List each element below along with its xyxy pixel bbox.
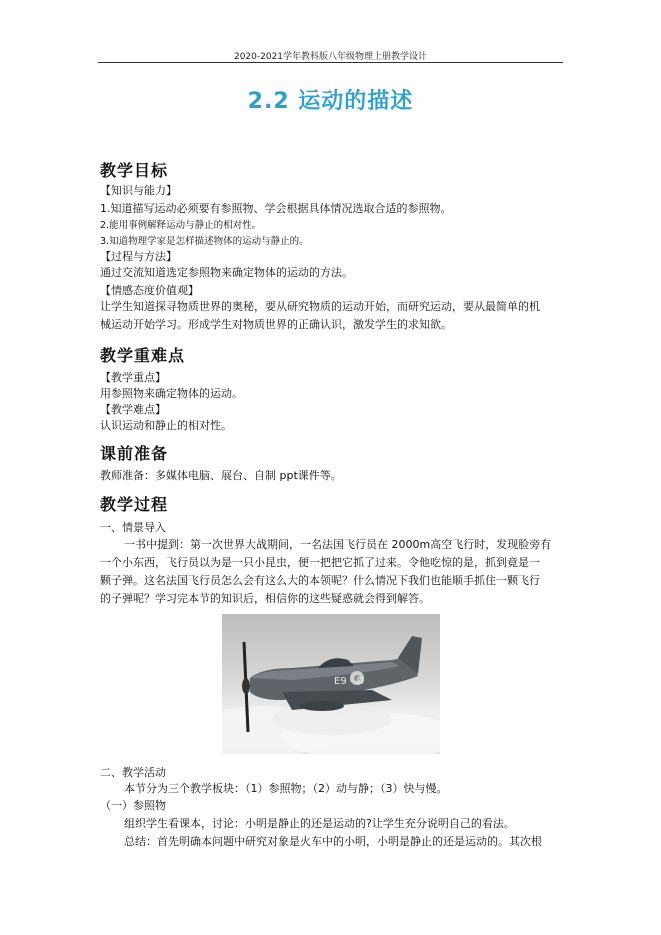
attitude-line-1: 让学生知道探寻物质世界的奥秘，要从研究物质的运动开始，而研究运动，要从最简单的机 [100,300,540,313]
label-difficulty: 【教学难点】 [100,403,166,416]
sub1-line: 组织学生看课本，讨论：小明是静止的还是运动的?让学生充分说明自己的看法。 [124,817,515,830]
knowledge-item-1: 1.知道描写运动必须要有参照物、学会根据具体情况选取合适的参照物。 [100,202,452,215]
airplane-icon [222,614,440,754]
sub1-label: （一）参照物 [100,799,166,812]
part1-line-4: 的子弹呢？学习完本节的知识后，相信你的这些疑惑就会得到解答。 [100,592,430,605]
label-knowledge: 【知识与能力】 [100,184,177,197]
page-header: 2020-2021学年教科版八年级物理上册教学设计 [233,52,428,62]
heading-key-points: 教学重难点 [100,346,186,365]
knowledge-item-3: 3.知道物理学家是怎样描述物体的运动与静止的。 [100,236,309,247]
part2-label: 二、教学活动 [100,766,166,779]
label-focus: 【教学重点】 [100,371,166,384]
process-text: 通过交流知道选定参照物来确定物体的运动的方法。 [100,266,353,279]
focus-text: 用参照物来确定物体的运动。 [100,387,243,400]
summary-line: 总结：首先明确本问题中研究对象是火车中的小明，小明是静止的还是运动的。其次根 [124,835,542,848]
heading-preparation: 课前准备 [100,444,169,463]
heading-process: 教学过程 [100,495,169,514]
part2-intro: 本节分为三个教学板块：（1）参照物；（2）动与静；（3）快与慢。 [124,782,448,795]
attitude-line-2: 械运动开始学习。形成学生对物质世界的正确认识，激发学生的求知欲。 [100,318,452,331]
part1-line-3: 颗子弹。这名法国飞行员怎么会有这么大的本领呢？什么情况下我们也能顺手抓住一颗飞行 [100,574,540,587]
header-divider [98,62,563,63]
page-title: 2.2 运动的描述 [247,89,414,114]
knowledge-item-2: 2.能用事例解释运动与静止的相对性。 [100,220,262,231]
preparation-text: 教师准备：多媒体电脑、展台、自制 ppt课件等。 [100,469,342,482]
airplane-photo [222,614,440,754]
part1-label: 一、情景导入 [100,521,166,534]
plane-marking: E9 - D [334,676,365,687]
label-process: 【过程与方法】 [100,250,177,263]
part1-line-1: 一书中提到：第一次世界大战期间，一名法国飞行员在 2000m高空飞行时，发现脸旁有 [124,538,552,551]
difficulty-text: 认识运动和静止的相对性。 [100,419,232,432]
heading-goals: 教学目标 [100,161,169,180]
label-attitude: 【情感态度价值观】 [100,284,199,297]
part1-line-2: 一个小东西，飞行员以为是一只小昆虫，便一把把它抓了过来。令他吃惊的是，抓到竟是一 [100,556,540,569]
